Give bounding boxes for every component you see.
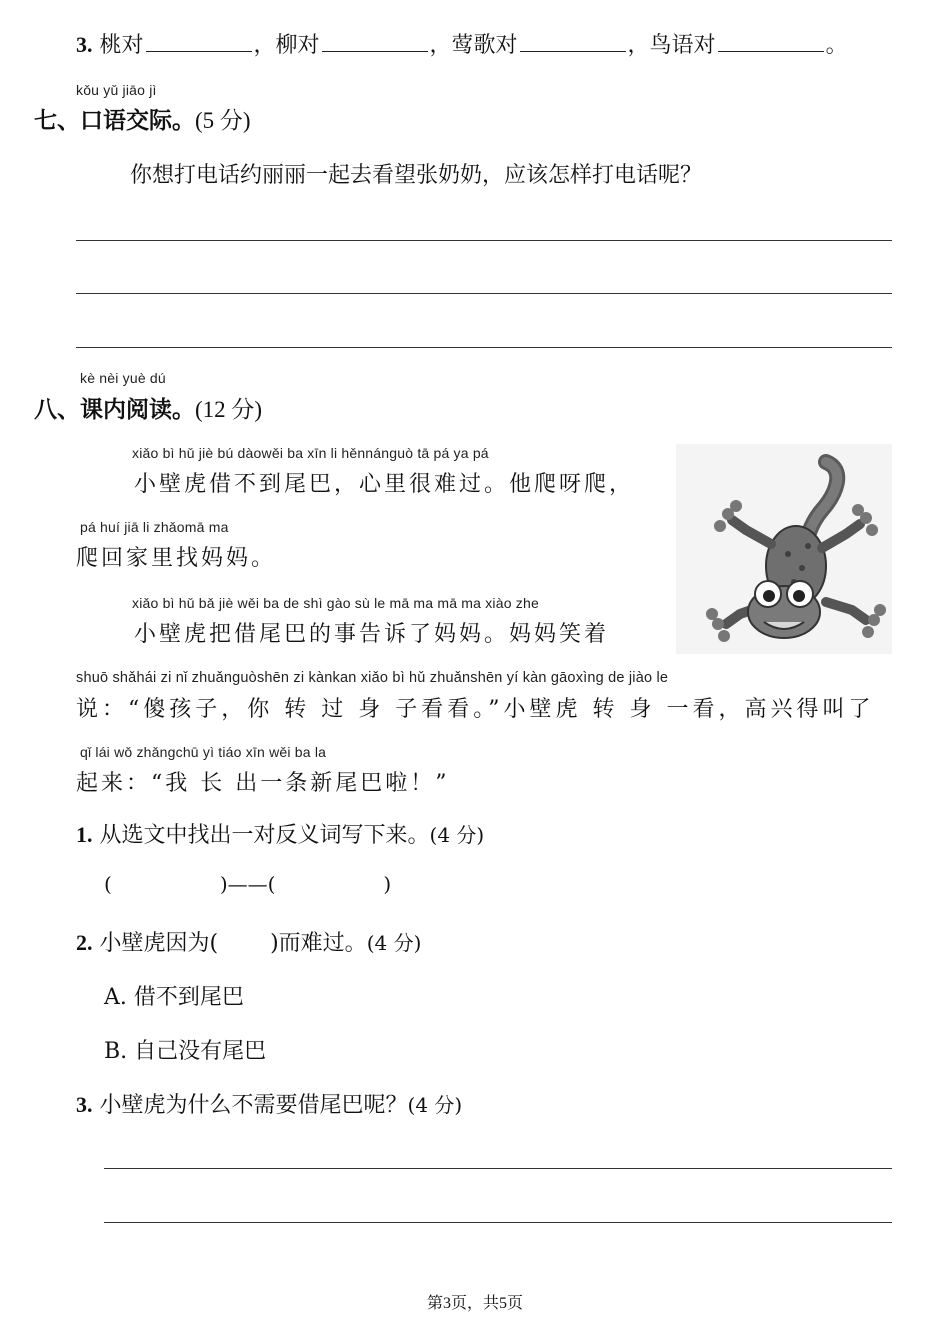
question-2-score: (4 分) [366, 931, 422, 955]
passage-line1: 小壁虎借不到尾巴，心里很难过。他爬呀爬， [134, 472, 635, 497]
question-3-text: 小壁虎为什么不需要借尾巴呢？ [99, 1093, 408, 1118]
q6-item3-part2: ，柳对 [253, 33, 320, 58]
answer-blank-1[interactable] [146, 29, 252, 52]
gecko-illustration [676, 444, 892, 654]
q6-item3-number: 3. [76, 32, 93, 57]
answer-line[interactable] [104, 1222, 892, 1223]
answer-line[interactable] [104, 1168, 892, 1169]
option-b[interactable]: B. 自己没有尾巴 [104, 1039, 267, 1064]
question-3-number: 3. [76, 1092, 93, 1117]
section7-pinyin: kǒu yǔ jiāo jì [76, 82, 157, 98]
question-1-text: 从选文中找出一对反义词写下来。 [99, 823, 430, 848]
section7-prompt: 你想打电话约丽丽一起去看望张奶奶，应该怎样打电话呢？ [130, 163, 703, 188]
answer-line[interactable] [76, 347, 892, 348]
passage-pinyin-line3: xiǎo bì hǔ bǎ jiè wěi ba de shì gào sù le mā ma mā ma xiào zhe [132, 595, 539, 611]
q6-item3-part1: 桃对 [99, 33, 144, 58]
question-1-number: 1. [76, 822, 93, 847]
passage-pinyin-line4: shuō shǎhái zi nǐ zhuǎnguòshēn zi kànkan xiǎo bì hǔ zhuǎnshēn yí kàn gāoxìng de jiào le [76, 670, 669, 686]
question-3 [76, 1088, 462, 1119]
question-1-answer [104, 872, 391, 896]
q6-item3-part4: ，鸟语对 [627, 33, 716, 58]
answer-line[interactable] [76, 240, 892, 241]
option-a[interactable]: A. 借不到尾巴 [104, 985, 244, 1010]
section8-title: 八、课内阅读。 [34, 397, 195, 423]
passage-pinyin-line5: qǐ lái wǒ zhǎngchū yì tiáo xīn wěi ba la [80, 744, 327, 760]
answer-blank-2[interactable] [322, 29, 428, 52]
answer-paren-mid: )——( [219, 872, 276, 896]
section7-score: (5 分) [195, 108, 251, 133]
q6-item3 [76, 28, 848, 59]
q6-item3-end: 。 [825, 33, 848, 58]
question-2 [76, 926, 421, 957]
passage-line2: 爬回家里找妈妈。 [76, 546, 277, 571]
gecko-icon [676, 444, 892, 654]
question-2-text-before: 小壁虎因为( [99, 931, 219, 956]
question-1 [76, 818, 484, 849]
section8-pinyin: kè nèi yuè dú [80, 370, 166, 386]
section8-score: (12 分) [195, 397, 263, 422]
question-1-score: (4 分) [429, 823, 485, 847]
answer-blank-3[interactable] [520, 29, 626, 52]
passage-pinyin-line1: xiǎo bì hǔ jiè bú dàowěi ba xīn li hěnnánguò tā pá ya pá [132, 445, 489, 461]
answer-paren-close: ) [383, 872, 392, 896]
question-2-text-after: )而难过。 [270, 931, 367, 956]
answer-paren-open: ( [104, 872, 112, 896]
section7-heading [34, 102, 251, 135]
question-3-score: (4 分) [407, 1093, 463, 1117]
page-number: 第3页，共5页 [426, 1295, 523, 1312]
section7-title: 七、口语交际。 [34, 108, 195, 134]
q6-item3-part3: ，莺歌对 [429, 33, 518, 58]
passage-line5: 起来：“我 长 出一条新尾巴啦！” [76, 771, 450, 796]
passage-pinyin-line2: pá huí jiā li zhǎomā ma [80, 519, 229, 535]
answer-blank-4[interactable] [718, 29, 824, 52]
passage-line4: 说：“傻孩子，你 转 过 身 子看看。”小壁虎 转 身 一看，高兴得叫了 [76, 697, 875, 722]
question-2-number: 2. [76, 930, 93, 955]
passage-line3: 小壁虎把借尾巴的事告诉了妈妈。妈妈笑着 [134, 622, 610, 647]
answer-line[interactable] [76, 293, 892, 294]
section8-heading [34, 391, 262, 424]
